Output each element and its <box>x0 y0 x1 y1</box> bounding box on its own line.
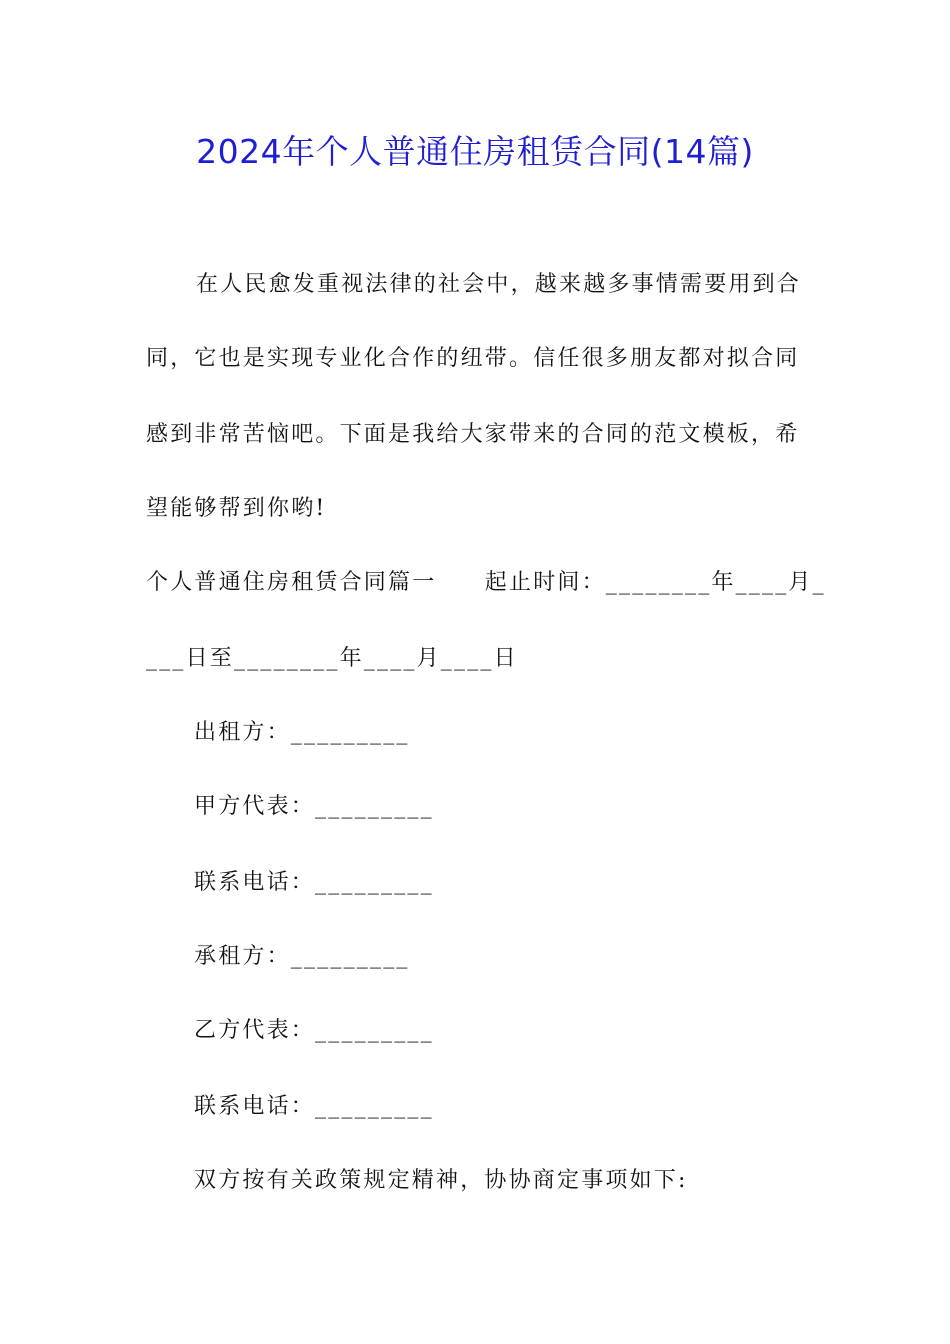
intro-line-3: 感到非常苦恼吧。下面是我给大家带来的合同的范文模板，希 <box>146 422 800 447</box>
field-party-b-representative: 乙方代表：_________ <box>194 1018 434 1043</box>
field-lessor: 出租方：_________ <box>194 720 410 745</box>
intro-line-1: 在人民愈发重视法律的社会中，越来越多事情需要用到合 <box>196 272 802 297</box>
intro-line-2: 同，它也是实现专业化合作的纽带。信任很多朋友都对拟合同 <box>146 346 800 371</box>
date-range-line: ___日至________年____月____日 <box>146 646 518 671</box>
intro-line-4: 望能够帮到你哟! <box>146 496 327 521</box>
field-party-a-representative: 甲方代表：_________ <box>194 794 434 819</box>
section-heading-line: 个人普通住房租赁合同篇一 起止时间：________年____月_ <box>146 570 826 595</box>
document-title: 2024年个人普通住房租赁合同(14篇) <box>196 132 754 171</box>
field-party-a-phone: 联系电话：_________ <box>194 870 434 895</box>
field-party-b-phone: 联系电话：_________ <box>194 1094 434 1119</box>
agreement-line: 双方按有关政策规定精神，协协商定事项如下: <box>194 1168 688 1193</box>
field-lessee: 承租方：_________ <box>194 944 410 969</box>
